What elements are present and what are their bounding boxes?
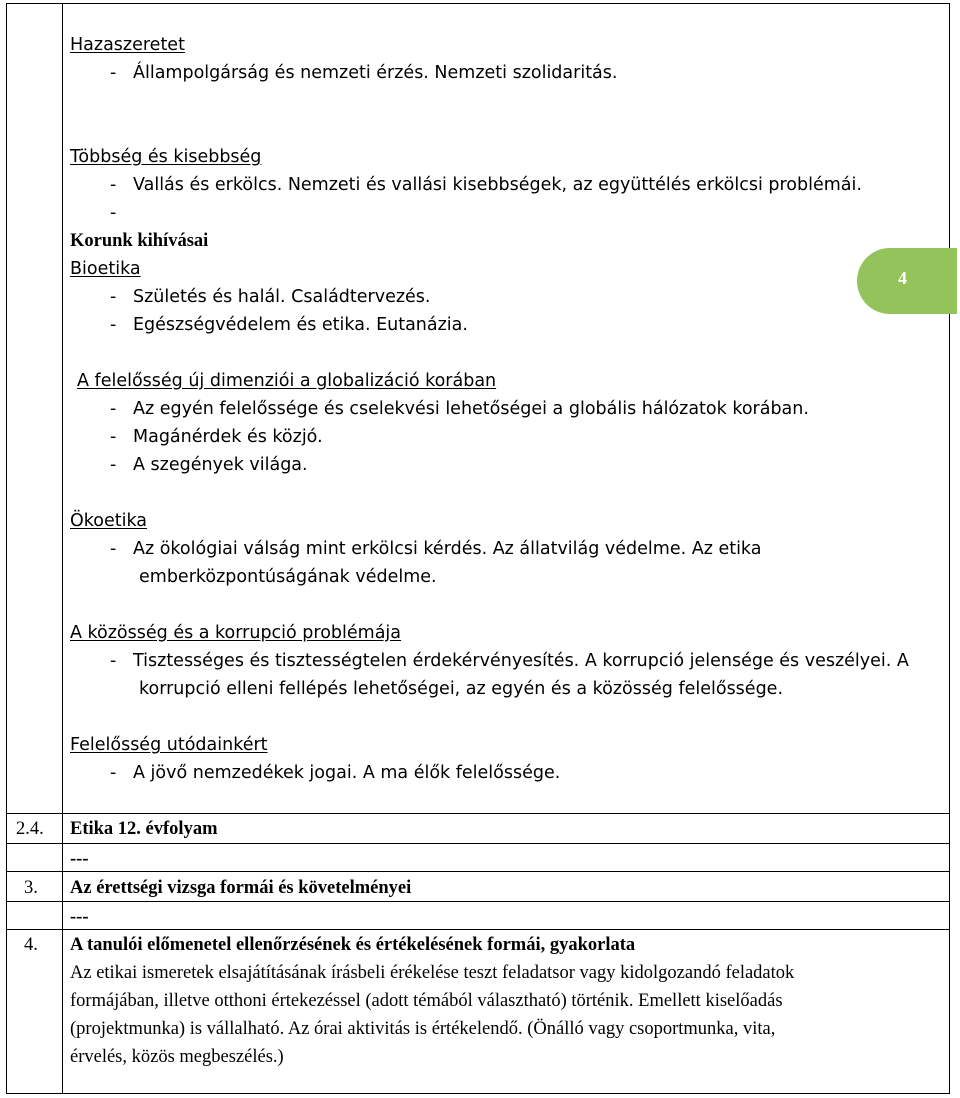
page-number: 4 bbox=[898, 268, 907, 288]
list-item: Egészségvédelem és etika. Eutanázia. bbox=[133, 315, 468, 335]
list-dash: - bbox=[110, 287, 117, 307]
list-dash: - bbox=[110, 175, 117, 195]
list-item: Tisztességes és tisztességtelen érdekérvényesítés. A korrupció jelensége és veszélyei. A bbox=[133, 651, 909, 671]
list-item: Születés és halál. Családtervezés. bbox=[133, 287, 431, 307]
section-heading-korrupcio: A közösség és a korrupció problémája bbox=[70, 623, 402, 643]
row-number: 2.4. bbox=[16, 819, 44, 839]
row-divider bbox=[6, 813, 950, 814]
table-top-border bbox=[6, 3, 950, 4]
list-item: A jövő nemzedékek jogai. A ma élők felelőssége. bbox=[133, 763, 561, 783]
list-dash: - bbox=[110, 651, 117, 671]
row-number: 4. bbox=[24, 935, 38, 955]
column-divider bbox=[62, 3, 63, 1094]
list-item: Vallás és erkölcs. Nemzeti és vallási kisebbségek, az együttélés erkölcsi problémái. bbox=[133, 175, 862, 195]
list-dash: - bbox=[110, 315, 117, 335]
list-item: Állampolgárság és nemzeti érzés. Nemzeti szolidaritás. bbox=[133, 63, 618, 83]
list-dash: - bbox=[110, 427, 117, 447]
list-dash: - bbox=[110, 63, 117, 83]
row-title: Az érettségi vizsga formái és követelményei bbox=[70, 878, 412, 898]
list-dash: - bbox=[110, 455, 117, 475]
row-number: 3. bbox=[24, 878, 38, 898]
section-heading-utodaink: Felelősség utódainkért bbox=[70, 735, 268, 755]
table-right-border bbox=[949, 3, 950, 1094]
list-dash: - bbox=[110, 539, 117, 559]
section-heading-hazaszeretet: Hazaszeretet bbox=[70, 35, 185, 55]
section-heading-bioetika: Bioetika bbox=[70, 259, 141, 279]
section-heading-tobbseg: Többség és kisebbség bbox=[70, 147, 262, 167]
page-number-badge bbox=[857, 248, 957, 314]
list-item: A szegények világa. bbox=[133, 455, 308, 475]
row-title: A tanulói előmenetel ellenőrzésének és értékelésének formái, gyakorlata bbox=[70, 935, 636, 955]
row-content: --- bbox=[70, 849, 89, 869]
row-title: Etika 12. évfolyam bbox=[70, 819, 218, 839]
row-paragraph-line: (projektmunka) is vállalható. Az órai aktivitás is értékelendő. (Önálló vagy csoportmunka, vita, bbox=[70, 1019, 776, 1039]
list-item: Az egyén felelőssége és cselekvési lehetőségei a globális hálózatok korában. bbox=[133, 399, 809, 419]
list-dash: - bbox=[110, 763, 117, 783]
row-content: --- bbox=[70, 907, 89, 927]
row-paragraph-line: Az etikai ismeretek elsajátításának írásbeli érékelése teszt feladatsor vagy kidolgozandó feladatok bbox=[70, 963, 795, 983]
section-heading-okoetika: Ökoetika bbox=[70, 511, 148, 531]
list-dash: - bbox=[110, 399, 117, 419]
list-item-continuation: korrupció elleni fellépés lehetőségei, az egyén és a közösség felelőssége. bbox=[139, 679, 784, 699]
row-paragraph-line: érvelés, közös megbeszélés.) bbox=[70, 1047, 284, 1067]
row-paragraph-line: formájában, illetve otthoni értekezéssel (adott témából választható) történik. Emellett kiselőadás bbox=[70, 991, 783, 1011]
table-bottom-border bbox=[6, 1093, 950, 1094]
list-dash: - bbox=[110, 203, 117, 223]
list-item-continuation: emberközpontúságának védelme. bbox=[139, 567, 437, 587]
row-divider bbox=[6, 929, 950, 930]
table-left-border bbox=[6, 3, 7, 1094]
section-heading-korunk: Korunk kihívásai bbox=[70, 231, 209, 251]
row-divider bbox=[6, 901, 950, 902]
section-heading-felelosseg: A felelősség új dimenziói a globalizáció korában bbox=[77, 371, 497, 391]
list-item: Magánérdek és közjó. bbox=[133, 427, 323, 447]
row-divider bbox=[6, 871, 950, 872]
row-divider bbox=[6, 843, 950, 844]
list-item: Az ökológiai válság mint erkölcsi kérdés. Az állatvilág védelme. Az etika bbox=[133, 539, 762, 559]
